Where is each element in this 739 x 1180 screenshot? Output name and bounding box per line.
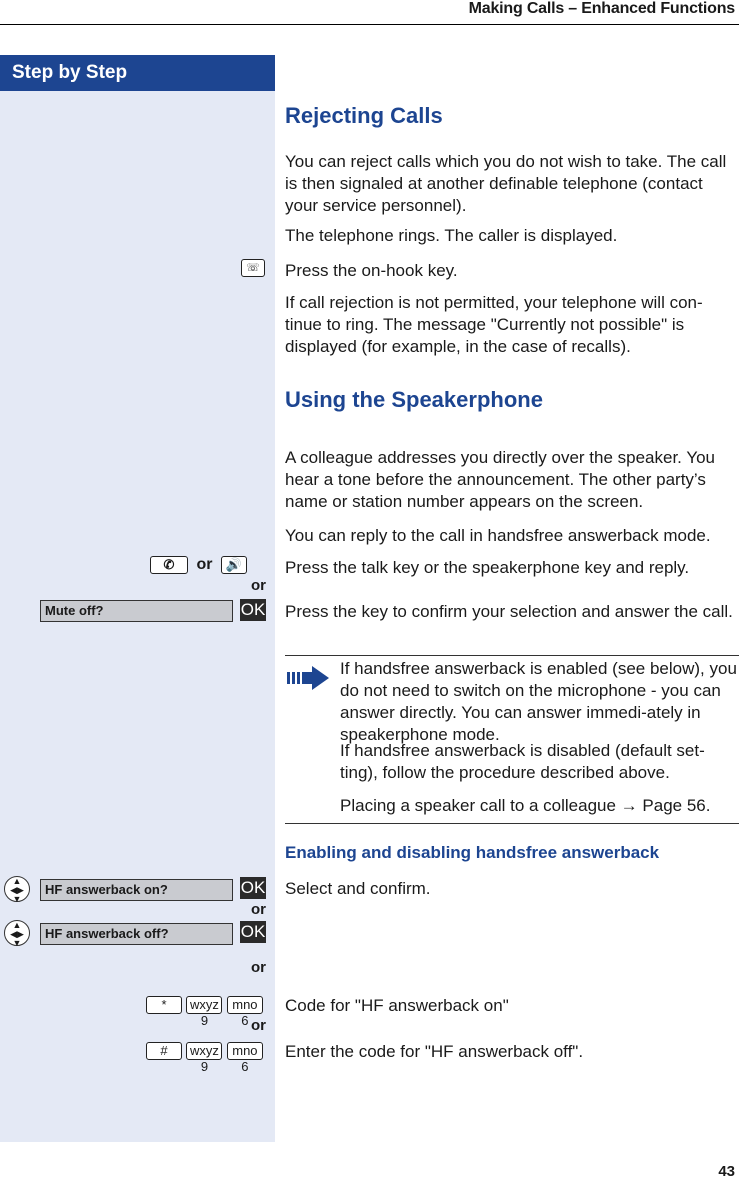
rejecting-heading: Rejecting Calls (285, 103, 443, 128)
or-inline: or (196, 556, 213, 574)
nav-key-icon-2[interactable]: ▲ ◀▶ ▼ (4, 920, 30, 946)
step-sidebar (0, 55, 275, 1142)
handsfree-code-off: Enter the code for "HF answerback off". (285, 1042, 584, 1061)
speakerphone-step-confirm: Press the key to confirm your selection and answer the call. (285, 602, 733, 621)
key-9-icon: wxyz 9 (186, 996, 222, 1014)
or-label-3: or (251, 959, 266, 976)
rejecting-p2: The telephone rings. The caller is displayed. (285, 226, 618, 245)
key-6-icon: mno 6 (227, 996, 263, 1014)
hf-answerback-off-display[interactable]: HF answerback off? (40, 923, 233, 945)
or-label: or (251, 577, 266, 594)
ok-key-off[interactable]: OK (240, 922, 266, 941)
speakerphone-p1: A colleague addresses you directly over the speaker. You hear a tone before the announcement. The other party’s name or station number appears on the screen. (285, 448, 716, 511)
speaker-key-icon: 🔊 (221, 556, 247, 574)
note-text-2: If handsfree answerback is disabled (default set-ting), follow the procedure described above. (340, 741, 705, 782)
handsfree-code-on: Code for "HF answerback on" (285, 996, 509, 1015)
nav-key-icon[interactable]: ▲ ◀▶ ▼ (4, 876, 30, 902)
speakerphone-step-talk: Press the talk key or the speakerphone key and reply. (285, 558, 690, 577)
handsfree-step-select: Select and confirm. (285, 879, 431, 898)
note-text-3: Placing a speaker call to a colleague → Page 56. (340, 796, 711, 815)
on-hook-key-icon: ☏ (241, 259, 265, 277)
or-label-2: or (251, 901, 266, 918)
talk-key-icon: ✆ (150, 556, 188, 574)
handsfree-heading: Enabling and disabling handsfree answerback (285, 843, 660, 862)
mute-off-display[interactable]: Mute off? (40, 600, 233, 622)
speakerphone-p2: You can reply to the call in handsfree answerback mode. (285, 526, 711, 545)
note-bottom-rule (285, 823, 739, 824)
key-9-icon-2: wxyz 9 (186, 1042, 222, 1060)
rejecting-step1: Press the on-hook key. (285, 261, 458, 280)
header-rule (0, 24, 739, 25)
speakerphone-heading: Using the Speakerphone (285, 387, 543, 412)
note-top-rule (285, 655, 739, 656)
page-number: 43 (718, 1163, 735, 1180)
sidebar-title: Step by Step (0, 55, 275, 91)
ok-key[interactable]: OK (240, 600, 266, 619)
code-off-keys (146, 1042, 263, 1074)
hf-answerback-on-display[interactable]: HF answerback on? (40, 879, 233, 901)
star-key-icon: * (146, 996, 182, 1014)
rejecting-p1: You can reject calls which you do not wish to take. The call is then signaled at another definable telephone (contact your service personnel). (285, 152, 727, 215)
key-6-icon-2: mno 6 (227, 1042, 263, 1060)
ok-key-on[interactable]: OK (240, 878, 266, 897)
note-arrow-icon (285, 664, 331, 697)
rejecting-p3: If call rejection is not permitted, your telephone will con-tinue to ring. The message "Currently not possible" is displayed (for example, in the case of recalls). (285, 293, 703, 356)
talk-or-speaker-keys (150, 556, 247, 574)
note-text-1: If handsfree answerback is enabled (see below), you do not need to switch on the microphone - you can answer directly. You can answer immedi-ately in speakerphone mode. (340, 659, 737, 744)
running-header: Making Calls – Enhanced Functions (468, 0, 735, 17)
or-label-4: or (251, 1017, 266, 1034)
hash-key-icon: # (146, 1042, 182, 1060)
